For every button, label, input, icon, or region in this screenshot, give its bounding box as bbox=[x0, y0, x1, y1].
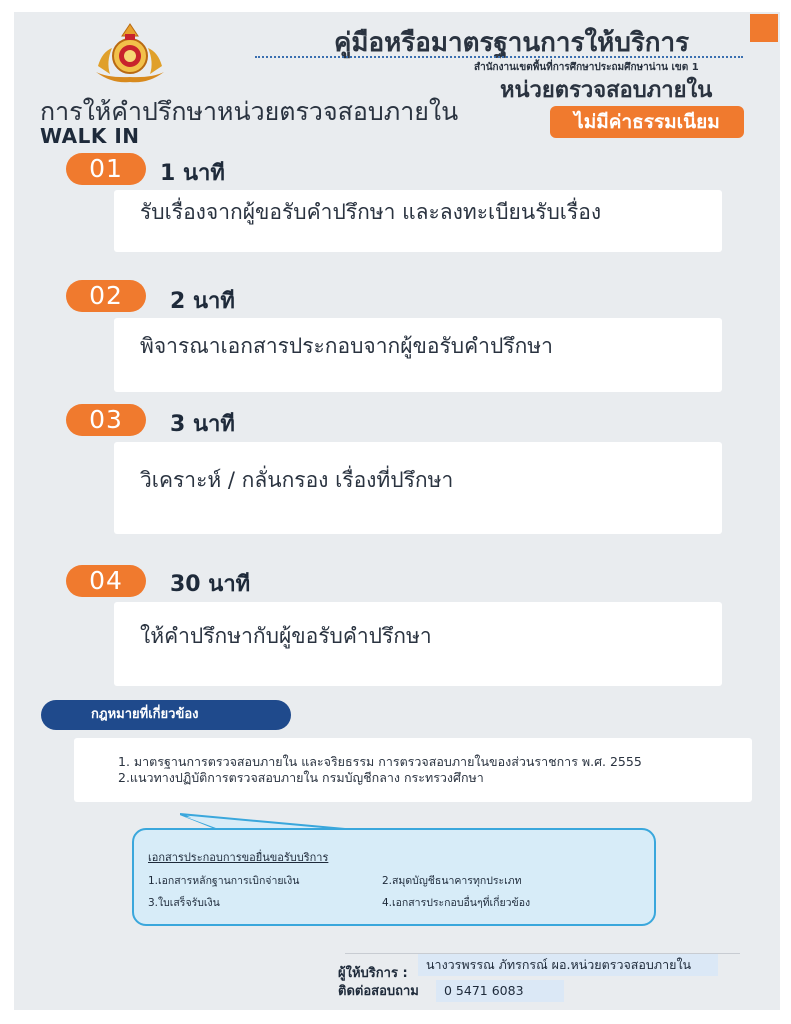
step-number-badge: 03 bbox=[66, 404, 146, 436]
contact-label: ติดต่อสอบถาม bbox=[338, 984, 419, 999]
step-description: ให้คำปรึกษากับผู้ขอรับคำปรึกษา bbox=[140, 624, 432, 648]
laws-box bbox=[74, 738, 752, 802]
provider-value: นางวรพรรณ ภัทรกรณ์ ผอ.หน่วยตรวจสอบภายใน bbox=[418, 954, 718, 976]
corner-accent bbox=[750, 14, 778, 42]
header-title: คู่มือหรือมาตรฐานการให้บริการ bbox=[334, 28, 690, 58]
document-item: 4.เอกสารประกอบอื่นๆที่เกี่ยวข้อง bbox=[382, 897, 531, 909]
fee-badge: ไม่มีค่าธรรมเนียม bbox=[550, 106, 744, 138]
service-channel: WALK IN bbox=[40, 124, 140, 148]
step-description: พิจารณาเอกสารประกอบจากผู้ขอรับคำปรึกษา bbox=[140, 334, 553, 358]
laws-heading: กฎหมายที่เกี่ยวข้อง bbox=[41, 700, 291, 730]
step-time: 30 นาที bbox=[170, 572, 251, 597]
step-time: 2 นาที bbox=[170, 289, 235, 314]
step-card-3 bbox=[114, 442, 722, 534]
document-item: 1.เอกสารหลักฐานการเบิกจ่ายเงิน bbox=[148, 875, 300, 887]
step-number-badge: 04 bbox=[66, 565, 146, 597]
step-card-1 bbox=[114, 190, 722, 252]
obec-emblem-icon bbox=[92, 22, 168, 88]
header-unit: หน่วยตรวจสอบภายใน bbox=[500, 78, 713, 103]
law-item: 2.แนวทางปฏิบัติการตรวจสอบภายใน กรมบัญชีกลาง กระทรวงศึกษา bbox=[118, 770, 484, 785]
header-office: สำนักงานเขตพื้นที่การศึกษาประถมศึกษาน่าน เขต 1 bbox=[474, 62, 699, 73]
documents-heading: เอกสารประกอบการขอยื่นขอรับบริการ bbox=[148, 851, 329, 864]
step-number-badge: 01 bbox=[66, 153, 146, 185]
document-item: 2.สมุดบัญชีธนาคารทุกประเภท bbox=[382, 875, 522, 887]
document-item: 3.ใบเสร็จรับเงิน bbox=[148, 897, 220, 909]
header-divider bbox=[255, 56, 743, 58]
step-number-badge: 02 bbox=[66, 280, 146, 312]
step-card-4 bbox=[114, 602, 722, 686]
step-time: 1 นาที bbox=[160, 161, 225, 186]
step-description: รับเรื่องจากผู้ขอรับคำปรึกษา และลงทะเบียนรับเรื่อง bbox=[140, 200, 602, 224]
documents-bubble bbox=[132, 828, 656, 926]
law-item: 1. มาตรฐานการตรวจสอบภายใน และจริยธรรม การตรวจสอบภายในของส่วนราชการ พ.ศ. 2555 bbox=[118, 754, 642, 769]
step-description: วิเคราะห์ / กลั่นกรอง เรื่องที่ปรึกษา bbox=[140, 468, 454, 492]
contact-value: 0 5471 6083 bbox=[436, 980, 564, 1002]
step-card-2 bbox=[114, 318, 722, 392]
provider-label: ผู้ให้บริการ : bbox=[338, 966, 408, 981]
step-time: 3 นาที bbox=[170, 412, 235, 437]
service-title: การให้คำปรึกษาหน่วยตรวจสอบภายใน bbox=[40, 97, 459, 126]
